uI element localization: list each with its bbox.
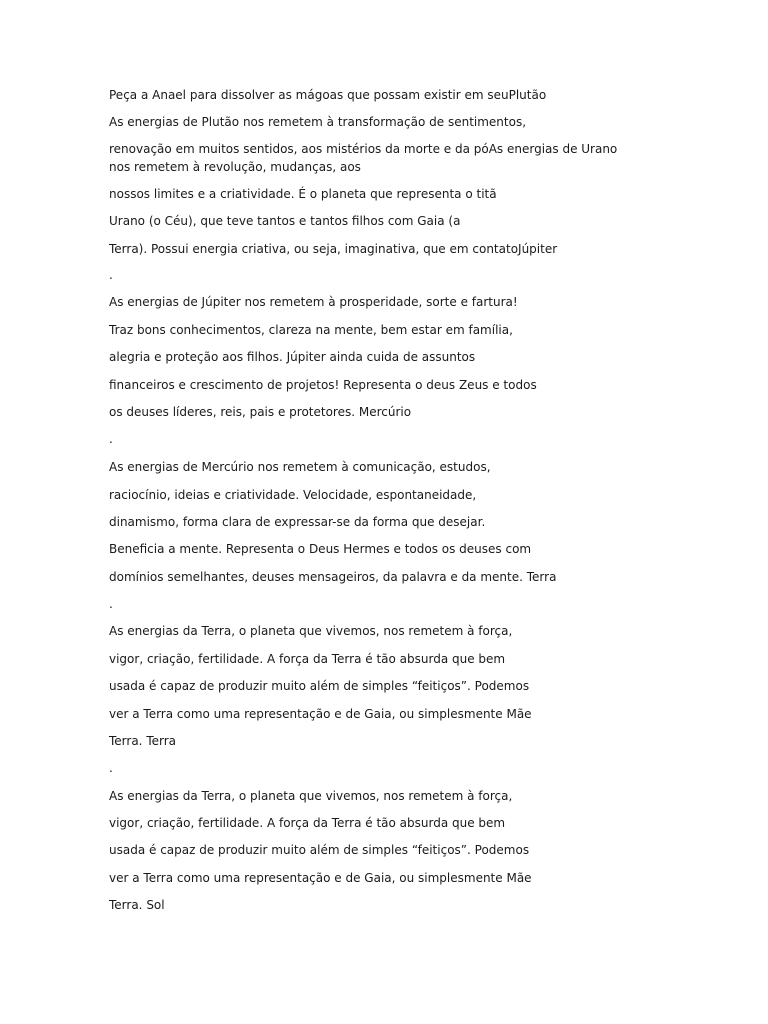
- text-line: ver a Terra como uma representação e de Gaia, ou simplesmente Mãe: [109, 871, 532, 885]
- text-line: As energias da Terra, o planeta que vivemos, nos remetem à força,: [109, 789, 513, 803]
- text-line: Traz bons conhecimentos, clareza na mente, bem estar em família,: [109, 323, 513, 337]
- text-line: Terra. Sol: [109, 898, 165, 912]
- text-line: renovação em muitos sentidos, aos mistérios da morte e da póAs energias de Urano nos remetem à revolução, mudanças, aos: [109, 142, 618, 174]
- text-line: As energias da Terra, o planeta que vivemos, nos remetem à força,: [109, 624, 513, 638]
- text-line: usada é capaz de produzir muito além de simples “feitiços”. Podemos: [109, 679, 530, 693]
- text-line: os deuses líderes, reis, pais e protetores. Mercúrio: [109, 405, 412, 419]
- text-line: dinamismo, forma clara de expressar-se da forma que desejar.: [109, 515, 486, 529]
- text-line: As energias de Mercúrio nos remetem à comunicação, estudos,: [109, 460, 491, 474]
- text-line: raciocínio, ideias e criatividade. Velocidade, espontaneidade,: [109, 488, 477, 502]
- text-line: ver a Terra como uma representação e de Gaia, ou simplesmente Mãe: [109, 707, 532, 721]
- text-line: domínios semelhantes, deuses mensageiros, da palavra e da mente. Terra: [109, 570, 557, 584]
- text-line: financeiros e crescimento de projetos! Representa o deus Zeus e todos: [109, 378, 537, 392]
- text-line: .: [109, 597, 113, 611]
- text-line: nossos limites e a criatividade. É o planeta que representa o titã: [109, 187, 497, 201]
- text-line: vigor, criação, fertilidade. A força da Terra é tão absurda que bem: [109, 816, 506, 830]
- text-line: As energias de Júpiter nos remetem à prosperidade, sorte e fartura!: [109, 295, 518, 309]
- text-line: Urano (o Céu), que teve tantos e tantos filhos com Gaia (a: [109, 214, 461, 228]
- text-line: Beneficia a mente. Representa o Deus Hermes e todos os deuses com: [109, 542, 532, 556]
- text-line: .: [109, 761, 113, 775]
- text-line: Peça a Anael para dissolver as mágoas que possam existir em seuPlutão: [109, 88, 547, 102]
- text-line: As energias de Plutão nos remetem à transformação de sentimentos,: [109, 115, 527, 129]
- text-line: Terra. Terra: [109, 734, 176, 748]
- text-line: .: [109, 268, 113, 282]
- text-line: Terra). Possui energia criativa, ou seja, imaginativa, que em contatoJúpiter: [109, 242, 558, 256]
- text-line: alegria e proteção aos filhos. Júpiter ainda cuida de assuntos: [109, 350, 476, 364]
- text-line: .: [109, 432, 113, 446]
- text-line: vigor, criação, fertilidade. A força da Terra é tão absurda que bem: [109, 652, 506, 666]
- text-line: usada é capaz de produzir muito além de simples “feitiços”. Podemos: [109, 843, 530, 857]
